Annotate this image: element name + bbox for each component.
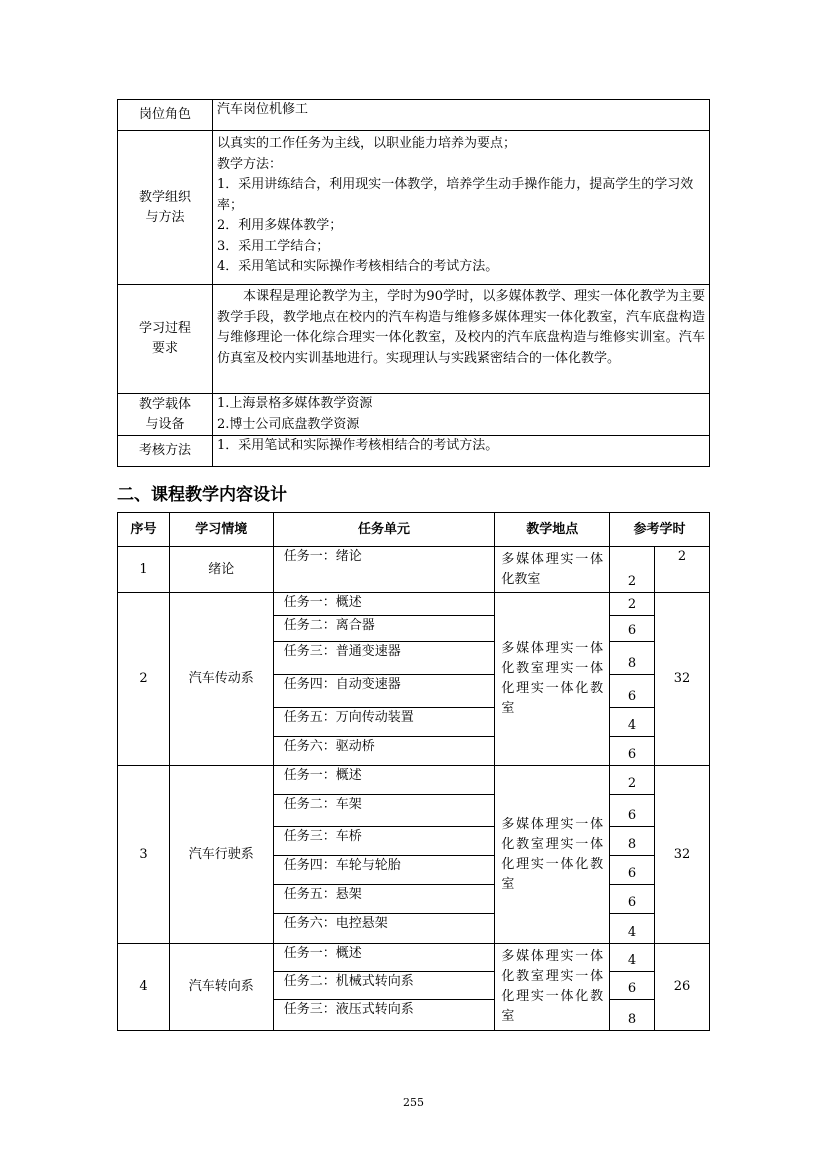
task-hours: 6 (610, 795, 655, 827)
task-unit: 任务三：车桥 (273, 827, 495, 856)
label-text: 岗位角色 (138, 107, 191, 122)
learning-situation: 绪论 (169, 547, 273, 593)
section-heading: 二、课程教学内容设计 (117, 485, 287, 505)
task-unit: 任务一：绪论 (273, 547, 495, 593)
task-hours: 6 (610, 675, 655, 708)
task-hours: 2 (610, 593, 655, 616)
label-text: 教学载体 (138, 396, 191, 412)
task-unit: 任务四：车轮与轮胎 (273, 856, 495, 885)
task-hours: 6 (610, 856, 655, 885)
task-hours: 8 (610, 827, 655, 856)
label-assessment (118, 436, 213, 467)
label-post-role (118, 100, 213, 131)
header-task-unit: 任务单元 (273, 513, 495, 547)
task-unit: 任务一：概述 (273, 944, 495, 972)
group-total-hours: 32 (655, 766, 710, 944)
value-line: 1.上海景格多媒体教学资源 (217, 396, 373, 411)
learning-situation: 汽车转向系 (169, 944, 273, 1031)
value-line: 以真实的工作任务为主线，以职业能力培养为要点； (217, 136, 517, 151)
teaching-location: 多媒体理实一体化教室理实一体化理实一体化教室 (495, 944, 610, 1031)
header-hours: 参考学时 (610, 513, 710, 547)
task-unit: 任务三：普通变速器 (273, 642, 495, 675)
header-situation: 学习情境 (169, 513, 273, 547)
table-row (118, 547, 710, 593)
task-hours: 6 (610, 972, 655, 1000)
group-total-hours: 32 (655, 593, 710, 766)
value-paragraph: 本课程是理论教学为主，学时为90学时，以多媒体教学、理实一体化教学为主要教学手段，教学地点在校内的汽车构造与维修多媒体理实一体化教室，汽车底盘构造与维修理论一体化综合理实一体化教室，及校内的汽车底盘构造与维修实训室。汽车仿真室及校内实训基地进行。实现理认与实践紧密结合的一体化教学。 (217, 289, 705, 366)
value-learning-process (213, 285, 710, 394)
value-line: 2.博士公司底盘教学资源 (217, 416, 360, 432)
task-unit: 任务四：自动变速器 (273, 675, 495, 708)
value-assessment (213, 436, 710, 467)
label-text: 考核方法 (138, 443, 191, 458)
group-total-hours: 26 (655, 944, 710, 1031)
label-teaching-carrier (118, 394, 213, 436)
label-text: 学习过程 (138, 321, 191, 336)
value-line: 汽车岗位机修工 (217, 102, 309, 117)
learning-situation: 汽车传动系 (169, 593, 273, 766)
task-hours: 6 (610, 885, 655, 914)
page-number: 255 (403, 1096, 424, 1109)
task-hours: 8 (610, 642, 655, 675)
task-unit: 任务五：悬架 (273, 885, 495, 914)
label-text: 要求 (151, 341, 178, 356)
task-hours: 2 (610, 766, 655, 795)
value-post-role (213, 100, 710, 131)
task-unit: 任务五：万向传动装置 (273, 708, 495, 737)
task-hours: 4 (610, 708, 655, 737)
task-hours: 4 (610, 944, 655, 972)
row-number: 3 (118, 766, 170, 944)
table-row (118, 944, 710, 972)
label-teaching-method (118, 131, 213, 285)
label-text: 与设备 (145, 416, 185, 432)
row-number: 1 (118, 547, 170, 593)
group-total-hours: 2 (655, 547, 710, 593)
value-line: 教学方法： (217, 156, 283, 172)
value-line: 1．采用讲练结合，利用现实一体教学，培养学生动手操作能力，提高学生的学习效率； (217, 177, 694, 213)
content-table-body (118, 547, 710, 1031)
label-learning-process (118, 285, 213, 394)
value-line: 2．利用多媒体教学； (217, 218, 343, 233)
teaching-location: 多媒体理实一体化教室理实一体化理实一体化教室 (495, 593, 610, 766)
value-line: 4．采用笔试和实际操作考核相结合的考试方法。 (217, 259, 499, 274)
learning-situation: 汽车行驶系 (169, 766, 273, 944)
task-unit: 任务六：电控悬架 (273, 914, 495, 944)
value-teaching-method (213, 131, 710, 285)
value-teaching-carrier (213, 394, 710, 436)
row-number: 4 (118, 944, 170, 1031)
task-unit: 任务三：液压式转向系 (273, 1000, 495, 1031)
table-row (118, 766, 710, 795)
value-line: 1．采用笔试和实际操作考核相结合的考试方法。 (217, 438, 499, 453)
task-unit: 任务一：概述 (273, 766, 495, 795)
task-hours: 4 (610, 914, 655, 944)
task-unit: 任务一：概述 (273, 593, 495, 616)
task-unit: 任务二：离合器 (273, 616, 495, 642)
header-no: 序号 (118, 513, 170, 547)
table-row (118, 593, 710, 616)
task-hours: 8 (610, 1000, 655, 1031)
task-hours: 6 (610, 737, 655, 766)
task-unit: 任务六：驱动桥 (273, 737, 495, 766)
task-unit: 任务二：车架 (273, 795, 495, 827)
task-hours: 2 (610, 547, 655, 593)
teaching-location: 多媒体理实一体化教室 (495, 547, 610, 593)
task-hours: 6 (610, 616, 655, 642)
value-line: 3．采用工学结合； (217, 238, 330, 254)
content-design-table (117, 512, 710, 1031)
label-text: 与方法 (145, 209, 185, 225)
label-text: 教学组织 (138, 189, 191, 205)
course-info-table (117, 99, 710, 467)
task-unit: 任务二：机械式转向系 (273, 972, 495, 1000)
row-number: 2 (118, 593, 170, 766)
header-location: 教学地点 (495, 513, 610, 547)
teaching-location: 多媒体理实一体化教室理实一体化理实一体化教室 (495, 766, 610, 944)
